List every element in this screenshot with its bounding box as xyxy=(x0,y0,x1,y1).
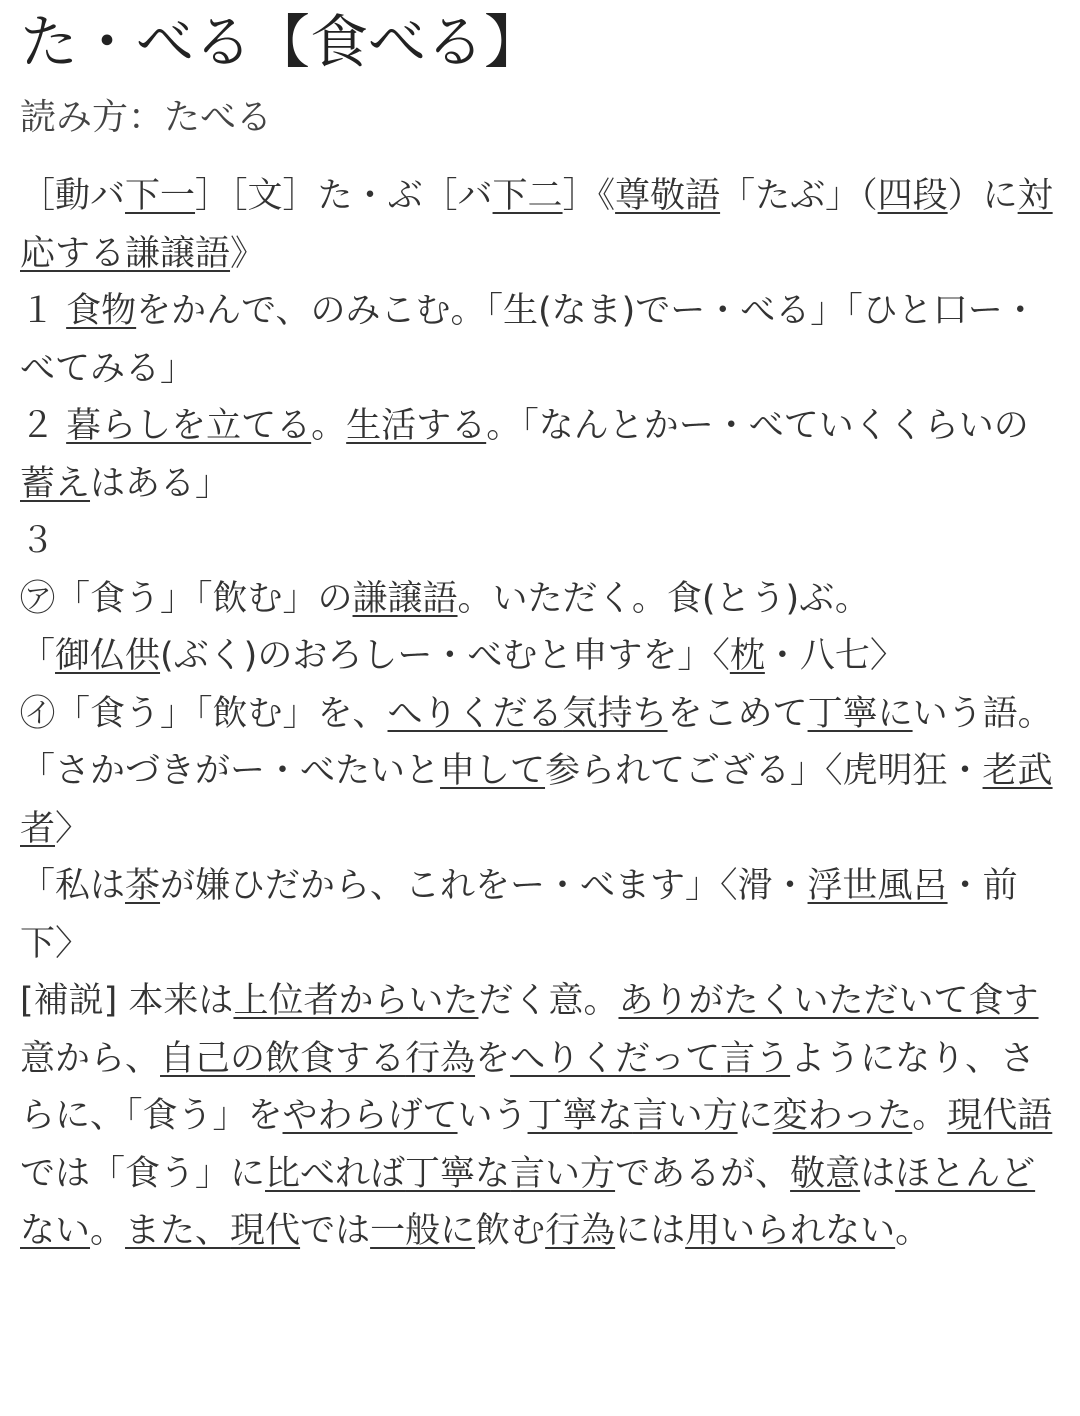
entry-text: [補説] 本来は xyxy=(20,981,234,1021)
entry-text: いう xyxy=(457,1096,528,1136)
entry-text: ようになり、さらに、「食う」を xyxy=(20,1038,1036,1136)
dictionary-link[interactable]: 枕 xyxy=(729,636,765,676)
entry-text: には xyxy=(615,1211,686,1251)
entry-text: 「たぶ」（ xyxy=(720,176,878,216)
entry-text: 意から、 xyxy=(20,1038,161,1079)
entry-text: 「 xyxy=(20,636,56,676)
dictionary-link[interactable]: 食物 xyxy=(66,291,137,331)
dictionary-link[interactable]: また、 xyxy=(125,1211,231,1251)
entry-text: では xyxy=(300,1211,371,1251)
usage-note xyxy=(20,973,1058,1261)
entry-text: ］［文］た・ぶ［バ xyxy=(195,176,493,216)
dictionary-link[interactable]: へりくだる xyxy=(387,693,563,734)
dictionary-link[interactable]: 謙譲語 xyxy=(125,233,231,274)
entry-text: ㋑「食う」「飲む」を、 xyxy=(20,693,388,734)
dictionary-link[interactable]: 上位者から xyxy=(233,981,409,1021)
dictionary-link[interactable]: 蓄え xyxy=(20,463,91,504)
entry-text: １ xyxy=(20,291,67,331)
sense-2 xyxy=(20,398,1058,513)
entry-text: いう語。 xyxy=(912,693,1053,734)
dictionary-link[interactable]: 四段 xyxy=(877,176,948,216)
dictionary-link[interactable]: 自己の xyxy=(160,1038,266,1079)
dictionary-link[interactable]: 丁寧に xyxy=(807,693,913,734)
entry-text: 。 xyxy=(895,1211,931,1251)
dictionary-link[interactable]: 敬意 xyxy=(790,1153,861,1194)
dictionary-link[interactable]: 生活する xyxy=(346,406,487,446)
dictionary-link[interactable]: 一般に xyxy=(370,1211,476,1251)
sense-3-number xyxy=(20,513,1058,571)
dictionary-link[interactable]: 比べれば xyxy=(265,1153,406,1194)
dictionary-link[interactable]: 尊敬語 xyxy=(615,176,721,216)
entry-text: 飲む xyxy=(475,1211,546,1251)
dictionary-link[interactable]: 申して xyxy=(440,751,546,791)
entry-text: ］《 xyxy=(562,176,616,216)
entry-text: 参られてござる」〈虎明狂・ xyxy=(545,751,983,791)
entry-text: では「食う」に xyxy=(20,1153,266,1194)
grammar-info xyxy=(20,168,1058,283)
dictionary-link[interactable]: 言う xyxy=(720,1038,791,1079)
dictionary-link[interactable]: 御仏供 xyxy=(55,636,161,676)
entry-text: ・前下〉 xyxy=(20,866,1018,964)
sense-3b xyxy=(20,686,1058,744)
entry-text: 。 xyxy=(90,1211,126,1251)
dictionary-link[interactable]: いた xyxy=(408,981,479,1021)
entry-text: 「私は xyxy=(20,866,126,906)
entry-text: ［動バ xyxy=(20,176,126,216)
dictionary-link[interactable]: いただいて xyxy=(793,981,969,1021)
dictionary-link[interactable]: 丁寧な xyxy=(527,1096,633,1136)
dictionary-link[interactable]: やわらげて xyxy=(282,1096,458,1136)
sense-3b-example xyxy=(20,858,1058,973)
entry-text: 》 xyxy=(230,233,266,274)
dictionary-link[interactable]: 対応する xyxy=(20,176,1053,274)
dictionary-link[interactable]: 下二 xyxy=(492,176,563,216)
sense-3b-example xyxy=(20,743,1058,858)
entry-text: ）に xyxy=(947,176,1018,216)
entry-text: 。「なんとかー・べていくくらいの xyxy=(486,406,1029,446)
dictionary-link[interactable]: 下一 xyxy=(125,176,196,216)
entry-text: をかんで、のみこむ。「生(なま)でー・べる」「ひと口ー・べてみる」 xyxy=(20,291,1038,389)
entry-text: をこめて xyxy=(667,693,808,734)
dictionary-link[interactable]: ありがたく xyxy=(618,981,794,1021)
dictionary-link[interactable]: 変わった xyxy=(772,1096,913,1136)
entry-text: を xyxy=(475,1038,511,1079)
dictionary-link[interactable]: 行為 xyxy=(405,1038,476,1079)
sense-1 xyxy=(20,283,1058,398)
dictionary-link[interactable]: 用いられない xyxy=(685,1211,896,1251)
entry-text: 。 xyxy=(311,406,347,446)
entry-body xyxy=(20,168,1058,1261)
entry-text: 。いただく。食(とう)ぶ。 xyxy=(457,578,870,619)
entry-text: であるが、 xyxy=(615,1153,791,1194)
sense-3a-example xyxy=(20,628,1058,686)
dictionary-link[interactable]: 気持ち xyxy=(562,693,668,734)
dictionary-link[interactable]: 行為 xyxy=(545,1211,616,1251)
dictionary-link[interactable]: 食す xyxy=(968,981,1039,1021)
sense-3a xyxy=(20,571,1058,629)
entry-text: はある」 xyxy=(90,463,231,504)
dictionary-link[interactable]: へりくだって xyxy=(510,1038,721,1079)
entry-text: ２ xyxy=(20,406,67,446)
entry-text: 。 xyxy=(912,1096,948,1136)
entry-reading: 読み方：たべる xyxy=(20,97,273,138)
dictionary-link[interactable]: 謙譲語 xyxy=(352,578,458,619)
dictionary-link[interactable]: ほとんどない xyxy=(20,1153,1036,1251)
dictionary-link[interactable]: 言い方 xyxy=(632,1096,738,1136)
entry-text: ・八七〉 xyxy=(764,636,905,676)
dictionary-link[interactable]: 飲食する xyxy=(265,1038,406,1079)
entry-text: が嫌ひだから、これをー・べます」〈滑・ xyxy=(160,866,808,906)
entry-text: ３ xyxy=(20,521,56,561)
entry-text: 「さかづきがー・べたいと xyxy=(20,751,441,791)
entry-text: ㋐「食う」「飲む」の xyxy=(20,578,353,619)
dictionary-link[interactable]: 言い方 xyxy=(510,1153,616,1194)
dictionary-link[interactable]: 老武者 xyxy=(20,751,1053,849)
entry-text: だく意。 xyxy=(478,981,619,1021)
dictionary-link[interactable]: 暮らしを立てる xyxy=(66,406,312,446)
entry-text: に xyxy=(737,1096,773,1136)
dictionary-link[interactable]: 現代 xyxy=(230,1211,301,1251)
entry-text: は xyxy=(860,1153,896,1194)
entry-text: 〉 xyxy=(55,808,91,849)
dictionary-link[interactable]: 茶 xyxy=(125,866,161,906)
entry-text: (ぶく)のおろしー・べむと申すを」〈 xyxy=(160,636,730,676)
entry-headword: た・べる【食べる】 xyxy=(20,8,543,76)
dictionary-link[interactable]: 現代語 xyxy=(947,1096,1053,1136)
dictionary-link[interactable]: 丁寧な xyxy=(405,1153,511,1194)
dictionary-link[interactable]: 浮世風呂 xyxy=(807,866,948,906)
